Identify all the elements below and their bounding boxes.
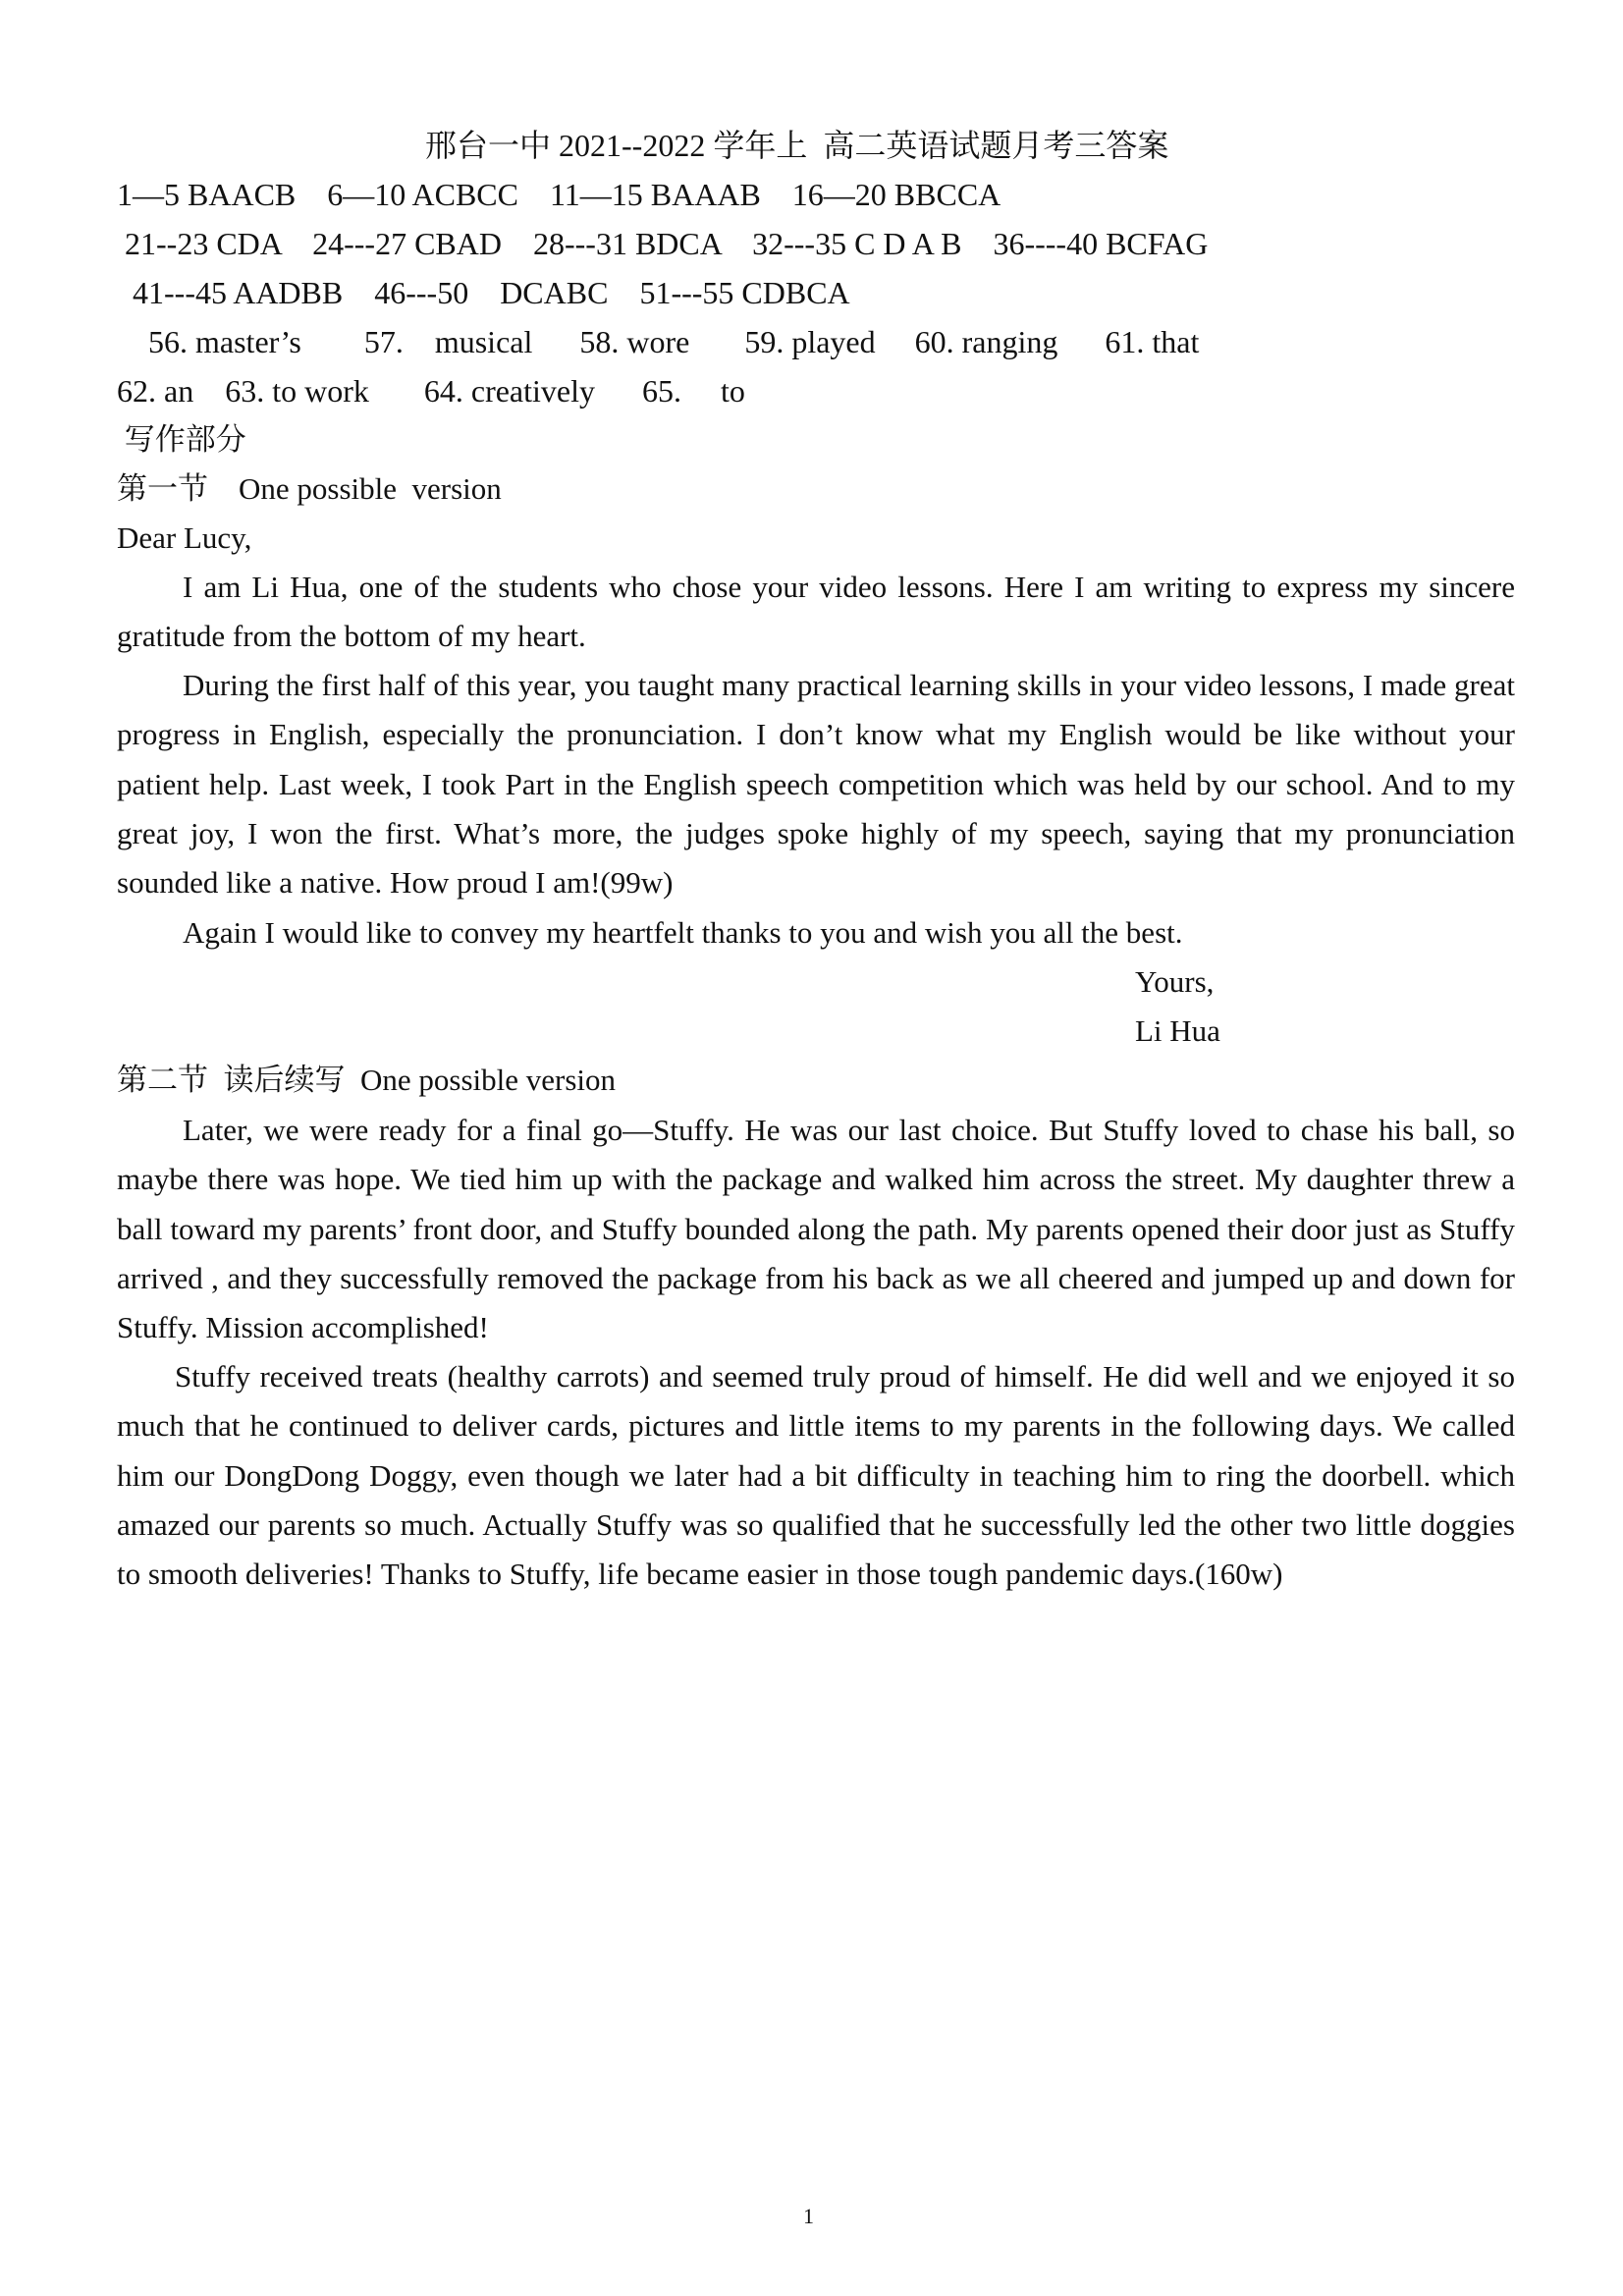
letter-salutation: Dear Lucy, <box>117 520 252 555</box>
writing-heading: 写作部分 <box>117 422 246 457</box>
section1-heading: 第一节 One possible version <box>117 471 502 506</box>
answer-row-1: 1—5 BAACB 6—10 ACBCC 11—15 BAAAB 16—20 BBCCA <box>117 177 1001 212</box>
page-title: 邢台一中 2021--2022 学年上 高二英语试题月考三答案 <box>425 128 1169 163</box>
answer-row-5: 62. an 63. to work 64. creatively 65. to <box>117 373 745 409</box>
section2-heading: 第二节 读后续写 One possible version <box>117 1063 617 1097</box>
letter-paragraph-1: I am Li Hua, one of the students who chose your video lessons. Here I am writing to express my sincere gratitude from the bottom of my heart. <box>117 570 1515 654</box>
letter-closing: Yours, <box>1135 964 1215 999</box>
answer-row-3: 41---45 AADBB 46---50 DCABC 51---55 CDBCA <box>117 275 850 310</box>
letter-paragraph-2: During the first half of this year, you taught many practical learning skills in your video lessons, I made great progress in English, especially the pronunciation. I don’t know what my English would be like without your patient help. Last week, I took Part in the English speech competition which was held by our school. And to my great joy, I won the first. What’s more, the judges spoke highly of my speech, saying that my pronunciation sounded like a native. How proud I am!(99w) <box>117 668 1515 901</box>
answer-row-2: 21--23 CDA 24---27 CBAD 28---31 BDCA 32---35 C D A B 36----40 BCFAG <box>117 226 1209 261</box>
letter-signature: Li Hua <box>1135 1013 1220 1048</box>
letter-paragraph-3: Again I would like to convey my heartfelt thanks to you and wish you all the best. <box>183 915 1183 950</box>
page-number: 1 <box>803 2204 814 2228</box>
continuation-paragraph-2: Stuffy received treats (healthy carrots) and seemed truly proud of himself. He did well and we enjoyed it so much that he continued to deliver cards, pictures and little items to my parents in the following days. We called him our DongDong Doggy, even though we later had a bit difficulty in teaching him to ring the doorbell. which amazed our parents so much. Actually Stuffy was so qualified that he successfully led the other two little doggies to smooth deliveries! Thanks to Stuffy, life became easier in those tough pandemic days.(160w) <box>117 1359 1515 1592</box>
continuation-paragraph-1: Later, we were ready for a final go—Stuffy. He was our last choice. But Stuffy loved to chase his ball, so maybe there was hope. We tied him up with the package and walked him across the street. My daughter threw a ball toward my parents’ front door, and Stuffy bounded along the path. My parents opened their door just as Stuffy arrived , and they successfully removed the package from his back as we all cheered and jumped up and down for Stuffy. Mission accomplished! <box>117 1113 1515 1345</box>
answer-row-4: 56. master’s 57. musical 58. wore 59. played 60. ranging 61. that <box>117 324 1200 359</box>
